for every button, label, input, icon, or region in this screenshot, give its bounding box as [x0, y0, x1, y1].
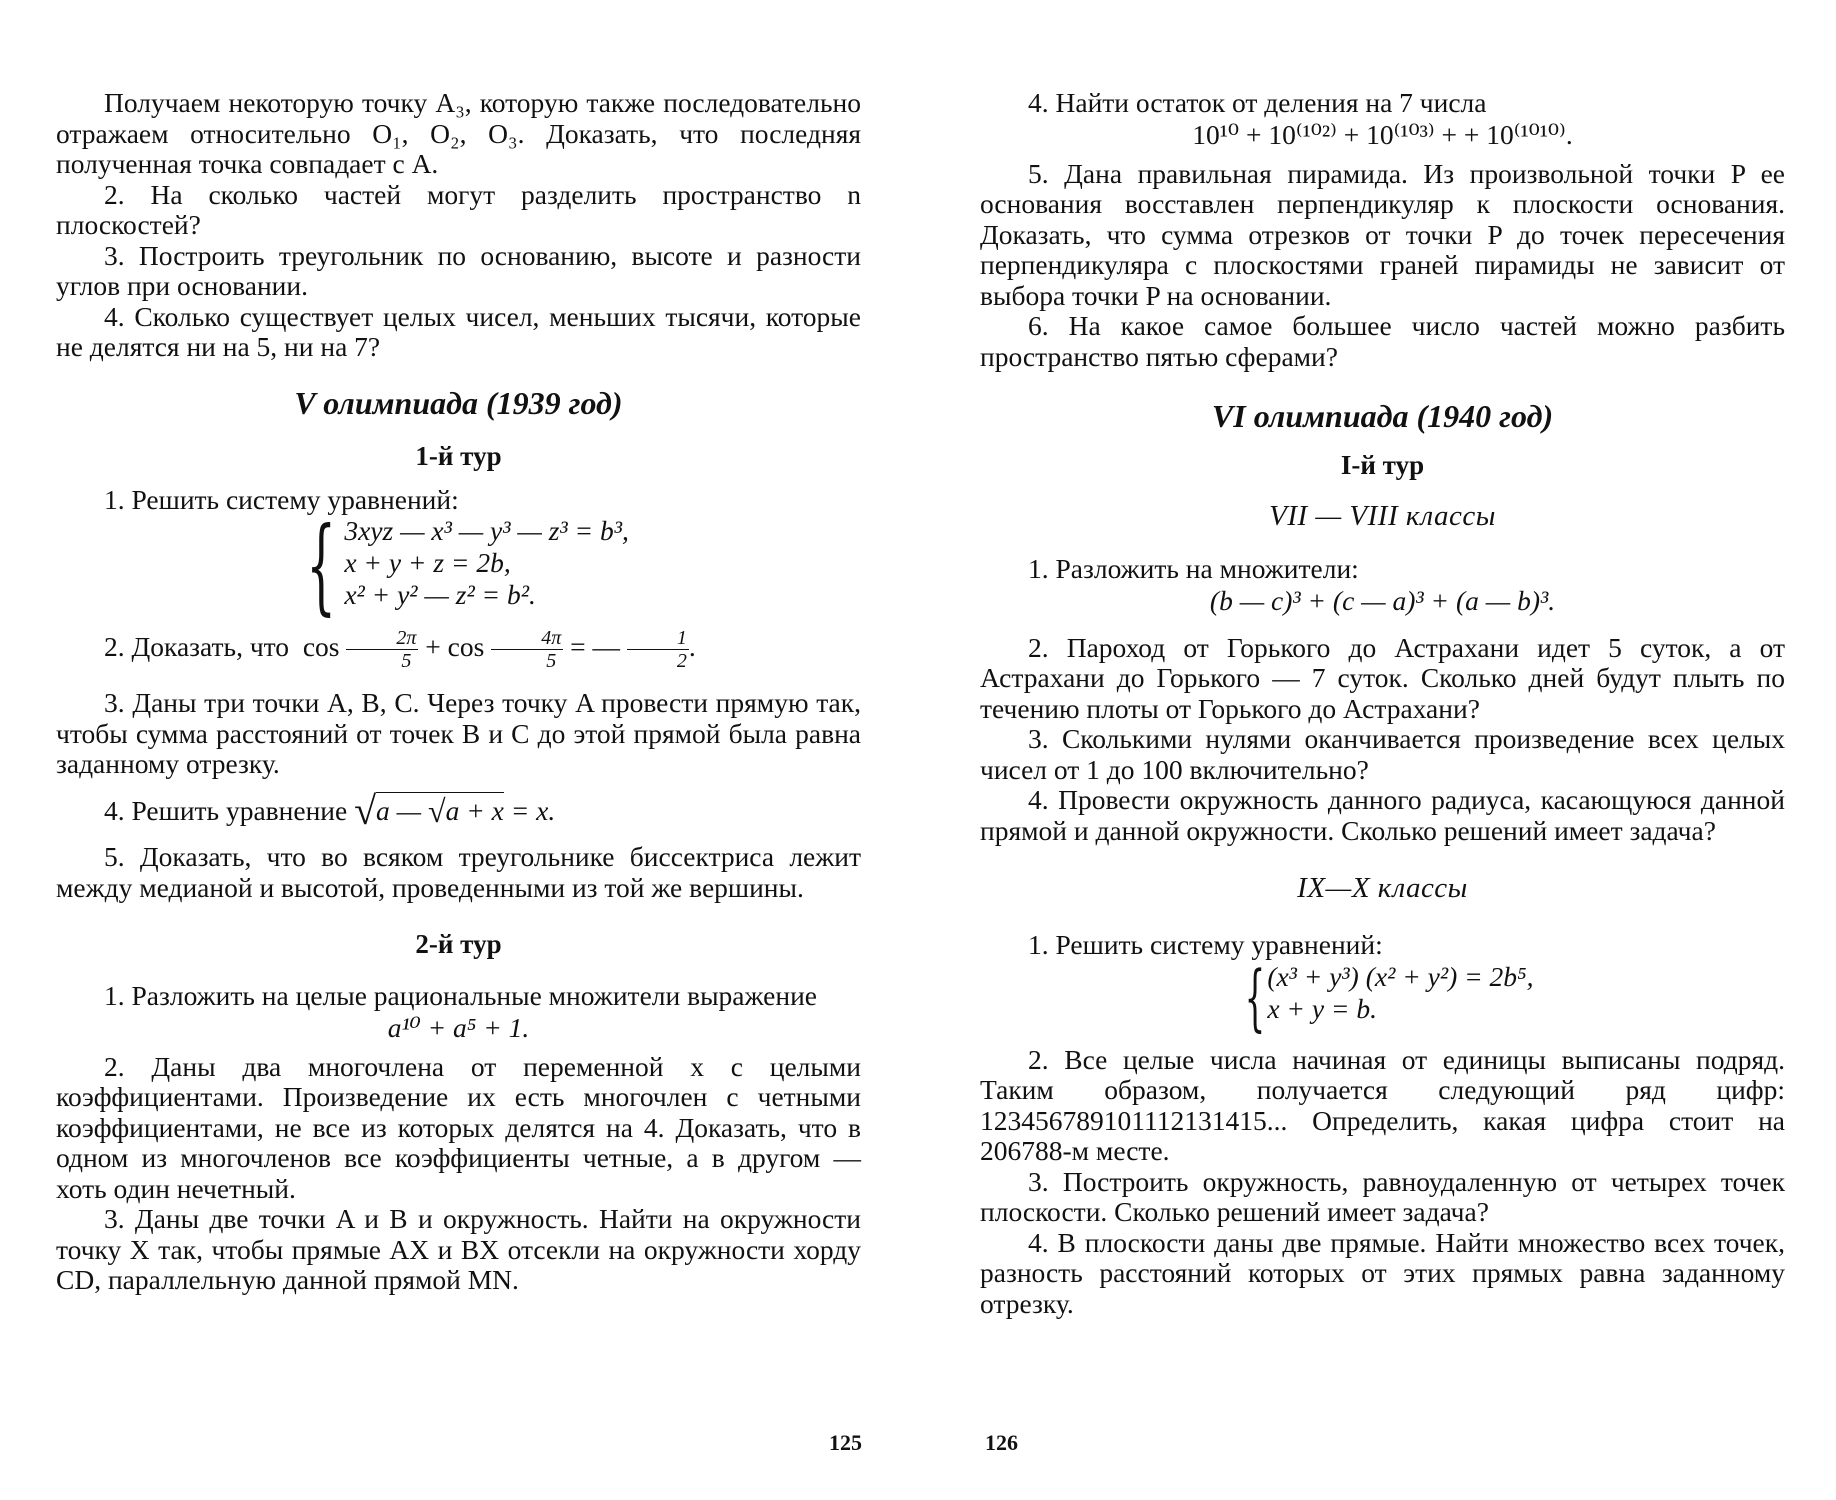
olympiad-vi-tour-1-heading: I-й тур	[1340, 450, 1425, 480]
v2-problem-3: 3. Даны две точки A и B и окружность. Найти на окружности точку X так, чтобы прямые AX и BX отсекли на окружности хорду CD, параллельную данной прямой MN.	[56, 1203, 861, 1295]
system-equation-3: x² + y² — z² = b².	[344, 579, 536, 610]
system-brace: {	[1244, 954, 1265, 1039]
fraction-1-2: $\frac{1}{2}$	[627, 627, 689, 672]
vi-78-problem-1: 1. Разложить на множители:	[1028, 553, 1359, 584]
v1-problem-1: 1. Решить систему уравнений:	[104, 483, 459, 515]
left-intro-paragraph: Получаем некоторую точку A₃, которую также последовательно отражаем относительно O₁, O₂, O₃. Доказать, что последняя полученная точка совпадает с A.	[56, 87, 861, 179]
page-number-right: 126	[985, 1430, 1018, 1455]
system-equation-2: x + y + z = 2b,	[344, 547, 511, 578]
v1-problem-2-text: 2. Доказать, что	[104, 630, 290, 662]
vi-78-problem-3: 3. Сколькими нулями оканчивается произведение всех целых чисел от 1 до 100 включительно?	[980, 723, 1785, 785]
system-equation-1: 3xyz — x³ — y³ — z³ = b³,	[344, 515, 629, 546]
vi-910-problem-4: 4. В плоскости даны две прямые. Найти множество всех точек, разность расстояний которых от этих прямых равна заданному отрезку.	[980, 1226, 1785, 1319]
right-problem-4: 4. Найти остаток от деления на 7 числа	[1028, 87, 1487, 118]
v1-problem-2: 2. Доказать, что cos $\frac{2\pi}{5}$ + cos $\frac{4\pi}{5}$ = — $\frac{1}{2}$ .	[104, 627, 696, 672]
system-brace: {	[306, 504, 337, 626]
v1-problem-4	[56, 787, 861, 833]
vi-78-problem-4: 4. Провести окружность данного радиуса, касающуюся данной прямой и данной окружности. Сколько решений имеет задача?	[980, 784, 1785, 846]
v1-problem-3: 3. Даны три точки A, B, C. Через точку A провести прямую так, чтобы сумма расстояний от точек B и C до этой прямой была равна заданному отрезку.	[56, 687, 861, 779]
left-problem-2: 2. На сколько частей могут разделить пространство n плоскостей?	[56, 178, 861, 240]
class-9-10-heading: IX—X классы	[1297, 872, 1468, 904]
vi-910-problem-2: 2. Все целые числа начиная от единицы выписаны подряд. Таким образом, получается следующий ряд цифр: 123456789101112131415... Определить, какая цифра стоит на 206788-м месте.	[980, 1043, 1785, 1166]
page-number-left: 125	[829, 1430, 862, 1455]
right-page	[980, 88, 1785, 1319]
olympiad-v-tour-2-heading: 2-й тур	[415, 929, 502, 959]
v2-problem-1-formula: a¹⁰ + a⁵ + 1.	[387, 1011, 530, 1043]
right-problem-5: 5. Дана правильная пирамида. Из произвольной точки P ее основания восставлен перпендикуляр к плоскости основания. Доказать, что сумма отрезков от точки P до точек пересечения перпендикуляра с плоскостями граней пирамиды не зависит от выбора точки P на основании.	[980, 157, 1785, 311]
v1-equation-system	[56, 504, 861, 626]
equals-minus: = —	[570, 630, 620, 662]
left-page	[56, 88, 861, 1296]
v2-problem-2: 2. Даны два многочлена от переменной x с целыми коэффициентами. Произведение их есть многочлен с четными коэффициентами, не все из которых делятся на 4. Доказать, что в одном из многочленов все коэффициенты четные, а в другом — хоть один нечетный.	[56, 1050, 861, 1204]
fraction-2pi-5: $\frac{2\pi}{5}$	[346, 627, 418, 672]
cos-term-2: + cos	[425, 630, 485, 662]
vi-78-problem-1-formula: (b — c)³ + (c — a)³ + (a — b)³.	[1209, 584, 1556, 616]
right-problem-4-formula: 10¹⁰ + 10⁽¹⁰²⁾ + 10⁽¹⁰³⁾ + + 10⁽¹⁰¹⁰⁾.	[1192, 118, 1573, 150]
v1-problem-5: 5. Доказать, что во всяком треугольнике биссектриса лежит между медианой и высотой, проведенными из той же вершины.	[56, 841, 861, 903]
fraction-4pi-5: $\frac{4\pi}{5}$	[491, 627, 563, 672]
vi-910-problem-3: 3. Построить окружность, равноудаленную от четырех точек плоскости. Сколько решений имеет задача?	[980, 1165, 1785, 1227]
class-7-8-heading: VII — VIII классы	[1269, 500, 1496, 532]
olympiad-v-heading: V олимпиада (1939 год)	[294, 384, 623, 421]
v1-problem-4-text: 4. Решить уравнение	[104, 794, 348, 826]
right-problem-6: 6. На какое самое большее число частей можно разбить пространство пятью сферами?	[980, 310, 1785, 372]
left-problem-4: 4. Сколько существует целых чисел, меньших тысячи, которые не делятся ни на 5, ни на 7?	[56, 300, 861, 362]
vi-78-problem-2: 2. Пароход от Горького до Астрахани идет 5 суток, а от Астрахани до Горького — 7 суток. Сколько дней будут плыть по течению плоты от Горького до Астрахани?	[980, 631, 1785, 724]
vi-910-equation-system	[980, 954, 1785, 1039]
olympiad-v-tour-1-heading: 1-й тур	[415, 440, 502, 471]
cos-term-1: cos	[302, 630, 340, 662]
olympiad-vi-heading: VI олимпиада (1940 год)	[1211, 398, 1554, 434]
system-equation-2: x + y = b.	[1267, 992, 1377, 1024]
v2-problem-1: 1. Разложить на целые рациональные множители выражение	[104, 980, 817, 1011]
left-problem-3: 3. Построить треугольник по основанию, высоте и разности углов при основании.	[56, 239, 861, 301]
radical-expression: √a — √a + x = x.	[354, 787, 556, 833]
system-equation-1: (x³ + y³) (x² + y²) = 2b⁵,	[1267, 960, 1534, 992]
vi-910-problem-1: 1. Решить систему уравнений:	[1028, 929, 1383, 960]
